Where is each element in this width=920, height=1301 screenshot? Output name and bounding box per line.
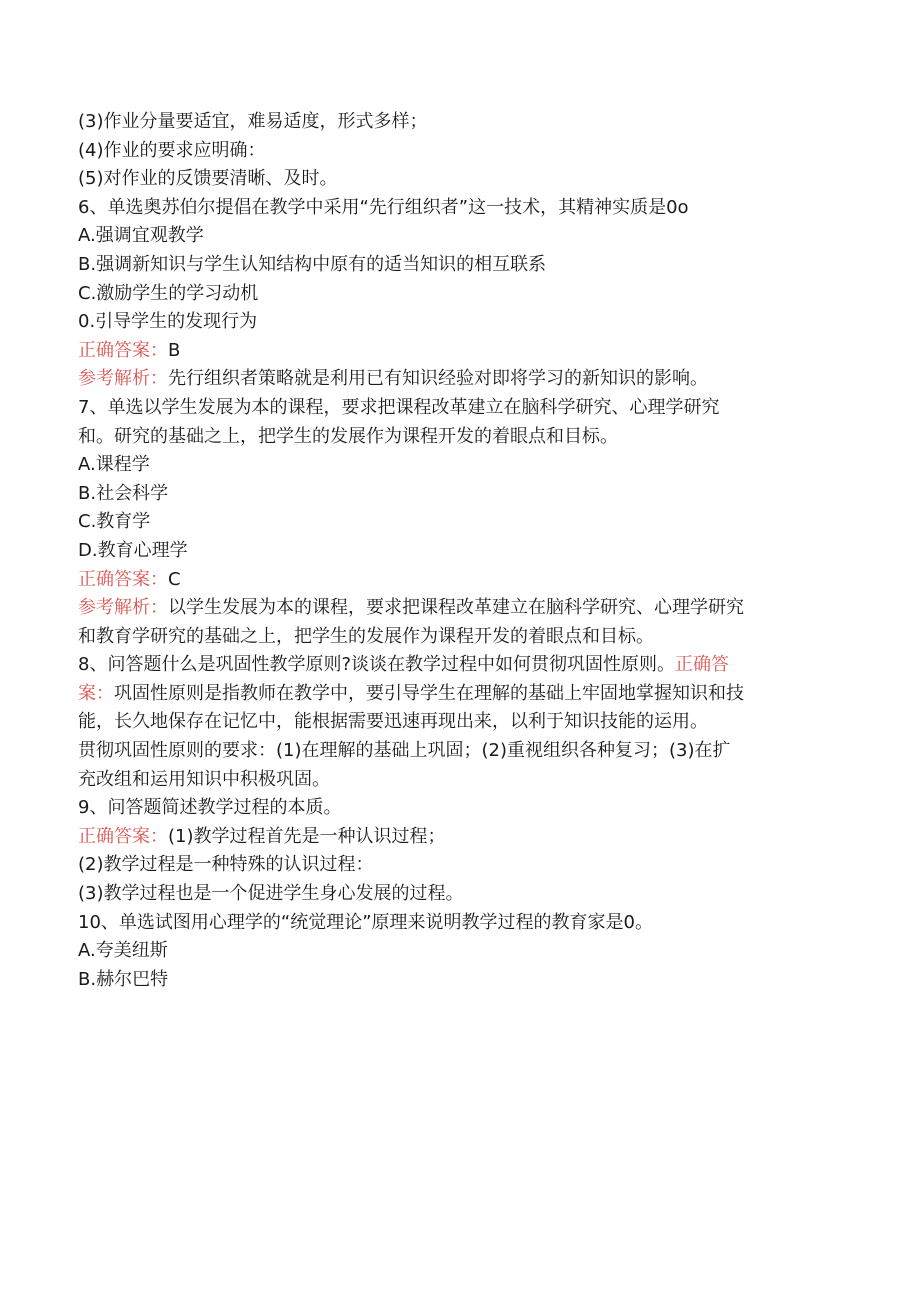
- line-text: (2)教学过程是一种特殊的认识过程：: [78, 854, 374, 876]
- text-line: [78, 137, 830, 166]
- line-text: B.社会科学: [78, 482, 169, 504]
- text-line: [78, 651, 830, 680]
- line-text: 8、问答题什么是巩固性教学原则?谈谈在教学过程中如何贯彻巩固性原则。: [78, 654, 676, 676]
- text-line: [78, 365, 830, 394]
- answer-label: 正确答案：: [78, 825, 168, 847]
- text-line: [78, 508, 830, 537]
- line-text: 先行组织者策略就是利用已有知识经验对即将学习的新知识的影响。: [168, 368, 708, 390]
- text-line: [78, 308, 830, 337]
- text-line: [78, 194, 830, 223]
- text-line: [78, 623, 830, 652]
- line-text: 和。研究的基础之上，把学生的发展作为课程开发的着眼点和目标。: [78, 425, 618, 447]
- answer-label: 参考解析：: [78, 597, 168, 619]
- line-text: (5)对作业的反馈要清晰、及时。: [78, 168, 338, 190]
- text-line: [78, 108, 830, 137]
- line-text: C: [168, 568, 181, 590]
- text-line: [78, 823, 830, 852]
- line-text: 7、单选以学生发展为本的课程，要求把课程改革建立在脑科学研究、心理学研究: [78, 396, 720, 418]
- document-body: [78, 108, 830, 994]
- line-text: 能，长久地保存在记忆中，能根据需要迅速再现出来，以利于知识技能的运用。: [78, 711, 708, 733]
- answer-label: 参考解析：: [78, 368, 168, 390]
- text-line: [78, 966, 830, 995]
- answer-label: 正确答: [675, 654, 730, 676]
- text-line: [78, 165, 830, 194]
- text-line: [78, 909, 830, 938]
- line-text: (3)教学过程也是一个促进学生身心发展的过程。: [78, 883, 464, 905]
- text-line: [78, 794, 830, 823]
- text-line: [78, 280, 830, 309]
- text-line: [78, 680, 830, 709]
- line-text: 9、问答题简述教学过程的本质。: [78, 797, 342, 819]
- line-text: 巩固性原则是指教师在教学中，要引导学生在理解的基础上牢固地掌握知识和技: [114, 682, 744, 704]
- text-line: [78, 708, 830, 737]
- line-text: 10、单选试图用心理学的“统觉理论”原理来说明教学过程的教育家是0。: [78, 911, 654, 933]
- text-line: [78, 394, 830, 423]
- line-text: 和教育学研究的基础之上，把学生的发展作为课程开发的着眼点和目标。: [78, 625, 654, 647]
- line-text: 贯彻巩固性原则的要求：(1)在理解的基础上巩固；(2)重视组织各种复习；(3)在扩: [78, 740, 731, 762]
- text-line: [78, 737, 830, 766]
- line-text: B.赫尔巴特: [78, 968, 169, 990]
- line-text: (3)作业分量要适宜，难易适度，形式多样；: [78, 111, 428, 132]
- line-text: A.强调宜观教学: [78, 225, 204, 247]
- line-text: A.夸美纽斯: [78, 940, 168, 962]
- answer-label: 案：: [78, 682, 114, 704]
- text-line: [78, 480, 830, 509]
- line-text: B.强调新知识与学生认知结构中原有的适当知识的相互联系: [78, 253, 547, 275]
- line-text: (1)教学过程首先是一种认识过程；: [168, 825, 446, 847]
- answer-label: 正确答案：: [78, 568, 168, 590]
- line-text: 6、单选奥苏伯尔提倡在教学中采用“先行组织者”这一技术，其精神实质是0o: [78, 196, 689, 218]
- text-line: [78, 880, 830, 909]
- line-text: C.激励学生的学习动机: [78, 282, 259, 304]
- text-line: [78, 937, 830, 966]
- answer-label: 正确答案：: [78, 339, 168, 361]
- line-text: A.课程学: [78, 454, 150, 476]
- text-line: [78, 851, 830, 880]
- text-line: [78, 337, 830, 366]
- line-text: 充改组和运用知识中积极巩固。: [78, 768, 330, 790]
- text-line: [78, 594, 830, 623]
- text-line: [78, 222, 830, 251]
- text-line: [78, 423, 830, 452]
- text-line: [78, 251, 830, 280]
- line-text: B: [168, 339, 181, 361]
- line-text: C.教育学: [78, 511, 151, 533]
- text-line: [78, 537, 830, 566]
- line-text: 0.引导学生的发现行为: [78, 311, 258, 333]
- text-line: [78, 566, 830, 595]
- line-text: (4)作业的要求应明确：: [78, 139, 266, 161]
- line-text: D.教育心理学: [78, 539, 188, 561]
- text-line: [78, 451, 830, 480]
- line-text: 以学生发展为本的课程，要求把课程改革建立在脑科学研究、心理学研究: [168, 597, 744, 619]
- text-line: [78, 766, 830, 795]
